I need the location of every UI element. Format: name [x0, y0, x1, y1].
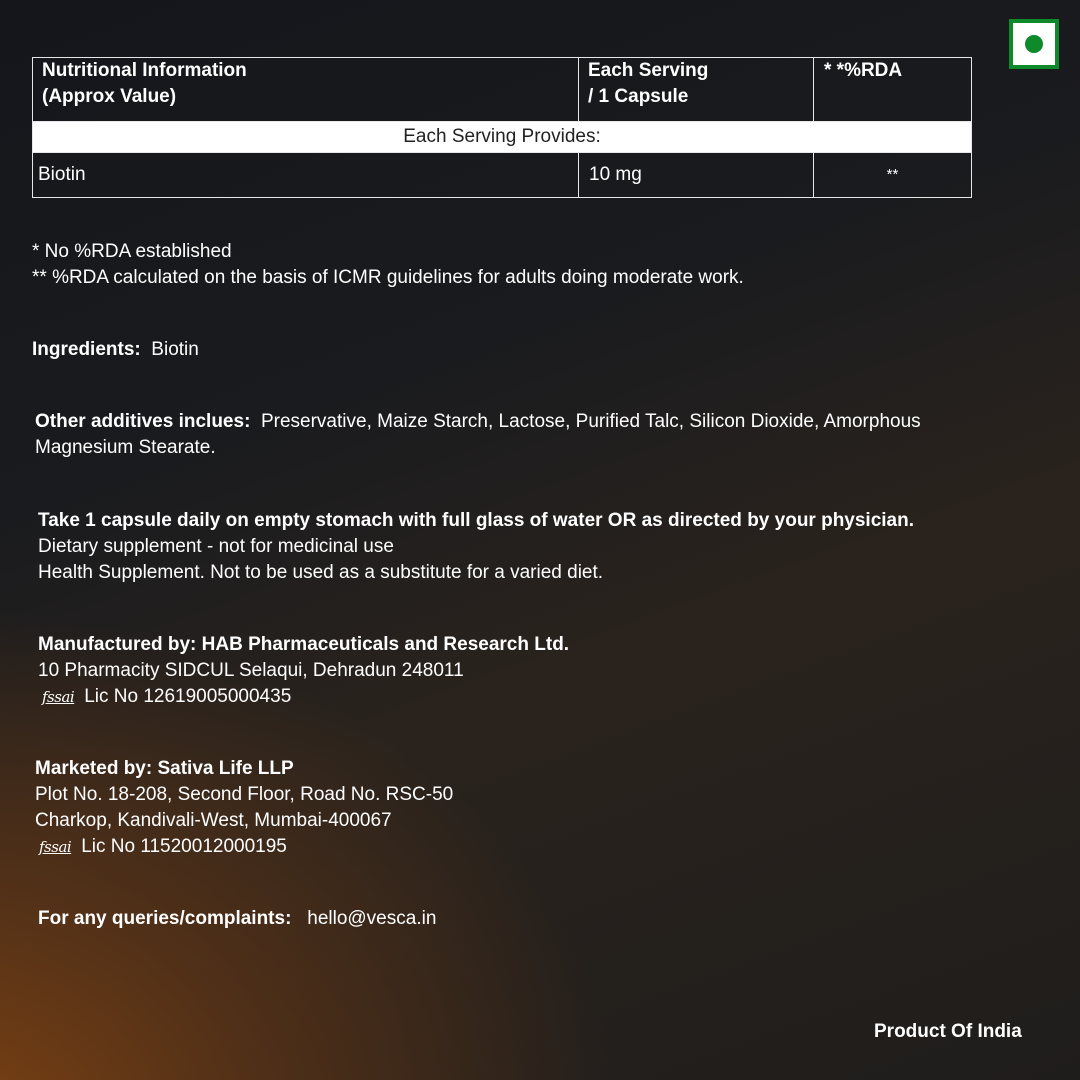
header-each-serving [579, 58, 814, 122]
manufacturer-license-line [42, 684, 291, 710]
table-row [33, 153, 972, 198]
manufacturer-address: 10 Pharmacity SIDCUL Selaqui, Dehradun 248011 [38, 660, 464, 681]
provides-label: Each Serving Provides: [33, 122, 972, 153]
nutrient-name: Biotin [33, 153, 579, 198]
ingredients-line [32, 337, 199, 363]
marketer-address-line2: Charkop, Kandivali-West, Mumbai-400067 [35, 810, 392, 831]
manufacturer-license: Lic No 12619005000435 [84, 686, 292, 707]
additives-line [35, 409, 921, 435]
fssai-logo-icon: fssai [42, 688, 75, 706]
queries-email[interactable]: hello@vesca.in [307, 908, 437, 929]
ingredients-label: Ingredients: [32, 339, 141, 360]
marketer-label: Marketed by: Sativa Life LLP [35, 758, 294, 779]
header-col2-line2: / 1 Capsule [588, 86, 689, 107]
nutrient-rda: ** [814, 153, 972, 198]
manufacturer-label: Manufactured by: HAB Pharmaceuticals and Research Ltd. [38, 634, 570, 655]
nutrition-table [32, 57, 972, 198]
header-rda: * *%RDA [814, 58, 972, 122]
veg-mark-icon [1009, 19, 1059, 69]
fssai-logo-icon: fssai [39, 838, 72, 856]
note-no-rda: * No %RDA established [32, 241, 232, 262]
marketer-address-line1: Plot No. 18-208, Second Floor, Road No. RSC-50 [35, 784, 454, 805]
nutrient-amount: 10 mg [579, 153, 814, 198]
header-col1-line1: Nutritional Information [42, 60, 247, 81]
additives-label: Other additives inclues: [35, 411, 251, 432]
additives-value: Preservative, Maize Starch, Lactose, Purified Talc, Silicon Dioxide, Amorphous [260, 411, 921, 432]
queries-line [38, 906, 436, 932]
header-col2-line1: Each Serving [588, 60, 709, 81]
provides-row [33, 122, 972, 153]
marketer-license: Lic No 11520012000195 [81, 836, 287, 857]
veg-mark-dot [1025, 35, 1043, 53]
product-origin: Product Of India [874, 1021, 1022, 1042]
header-col1-line2: (Approx Value) [42, 86, 177, 107]
directions-main: Take 1 capsule daily on empty stomach with full glass of water OR as directed by your physician. [38, 510, 915, 531]
queries-label: For any queries/complaints: [38, 908, 292, 929]
note-rda-basis: ** %RDA calculated on the basis of ICMR guidelines for adults doing moderate work. [32, 267, 744, 288]
health-supplement-note: Health Supplement. Not to be used as a substitute for a varied diet. [38, 562, 604, 583]
dietary-supplement-note: Dietary supplement - not for medicinal use [38, 536, 394, 557]
ingredients-value: Biotin [151, 339, 199, 360]
header-nutritional-information [33, 58, 579, 122]
nutrition-table-header [33, 58, 972, 122]
marketer-license-line [39, 834, 287, 860]
additives-value-line2: Magnesium Stearate. [35, 437, 216, 458]
